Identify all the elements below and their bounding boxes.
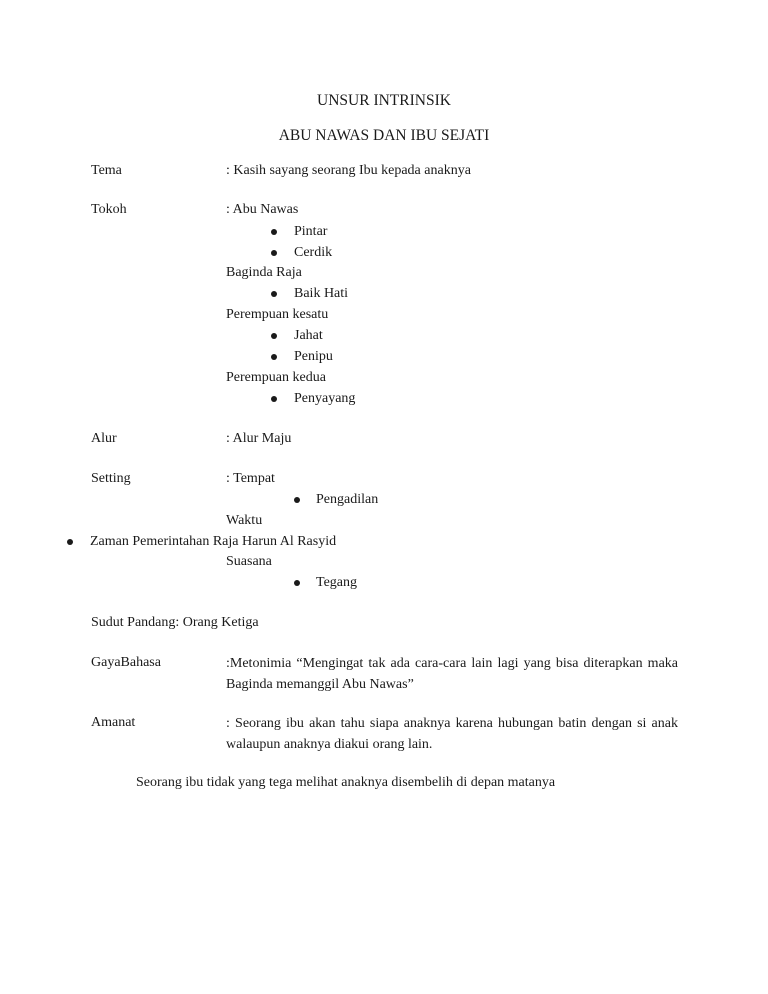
tokoh-value: : Abu Nawas bbox=[226, 202, 299, 217]
amanat-extra: Seorang ibu tidak yang tega melihat anaknya disembelih di depan matanya bbox=[136, 775, 556, 790]
character-name: Perempuan kesatu bbox=[226, 307, 329, 322]
bullet-icon bbox=[271, 229, 277, 235]
bullet-icon bbox=[271, 354, 277, 360]
page-title: UNSUR INTRINSIK bbox=[317, 92, 451, 109]
amanat-value: : Seorang ibu akan tahu siapa anaknya karena hubungan batin dengan si anak walaupun anaknya diakui orang lain. bbox=[226, 716, 678, 752]
bullet-icon bbox=[271, 291, 277, 297]
setting-label: Setting bbox=[91, 471, 131, 486]
bullet-icon bbox=[271, 396, 277, 402]
alur-value: : Alur Maju bbox=[226, 431, 292, 446]
bullet-icon bbox=[271, 250, 277, 256]
character-name: Perempuan kedua bbox=[226, 370, 326, 385]
setting-value: : Tempat bbox=[226, 471, 275, 486]
alur-label: Alur bbox=[91, 431, 117, 446]
suasana-label: Suasana bbox=[226, 554, 272, 569]
story-title: ABU NAWAS DAN IBU SEJATI bbox=[278, 127, 490, 144]
setting-item: Tegang bbox=[316, 575, 358, 590]
trait-item: Penyayang bbox=[294, 391, 356, 406]
gaya-bahasa-label: GayaBahasa bbox=[91, 655, 161, 670]
bullet-icon bbox=[294, 497, 300, 503]
tema-value: : Kasih sayang seorang Ibu kepada anaknya bbox=[226, 163, 471, 178]
trait-item: Jahat bbox=[294, 328, 323, 343]
waktu-label: Waktu bbox=[226, 513, 263, 528]
character-name: Baginda Raja bbox=[226, 265, 302, 280]
tema-label: Tema bbox=[91, 163, 122, 178]
setting-item: Pengadilan bbox=[316, 492, 379, 507]
bullet-icon bbox=[271, 333, 277, 339]
sudut-pandang: Sudut Pandang: Orang Ketiga bbox=[91, 615, 259, 630]
tokoh-label: Tokoh bbox=[91, 202, 127, 217]
gaya-bahasa-value: :Metonimia “Mengingat tak ada cara-cara lain lagi yang bisa diterapkan maka Baginda memanggil Abu Nawas” bbox=[226, 656, 678, 692]
trait-item: Pintar bbox=[294, 224, 328, 239]
bullet-icon bbox=[294, 580, 300, 586]
trait-item: Penipu bbox=[294, 349, 333, 364]
setting-item: Zaman Pemerintahan Raja Harun Al Rasyid bbox=[90, 534, 337, 549]
trait-item: Baik Hati bbox=[294, 286, 349, 301]
bullet-icon bbox=[67, 539, 73, 545]
trait-item: Cerdik bbox=[294, 245, 333, 260]
amanat-label: Amanat bbox=[91, 715, 136, 730]
